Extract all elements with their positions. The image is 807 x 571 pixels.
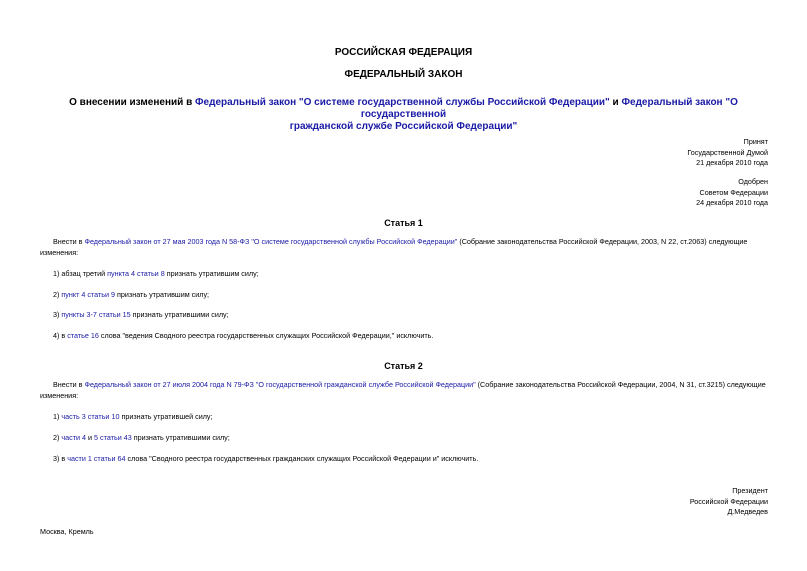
article-1-item-1-link[interactable]: пункта 4 статьи 8 bbox=[107, 269, 165, 278]
item-prefix: 3) bbox=[53, 310, 62, 319]
item-suffix: признать утратившими силу; bbox=[131, 433, 230, 442]
article-2-law-link[interactable]: Федеральный закон от 27 июля 2004 года N 79-ФЗ "О государственной гражданской службе Российской Федерации" bbox=[84, 380, 476, 389]
approved-line-3: 24 декабря 2010 года bbox=[696, 198, 768, 207]
item-suffix: признать утратившим силу; bbox=[115, 290, 210, 299]
article-1-intro-line-2: изменения: bbox=[40, 247, 79, 257]
law-title-prefix: О внесении изменений в bbox=[69, 97, 195, 108]
article-2-heading: Статья 2 bbox=[384, 361, 423, 371]
item-suffix: признать утратившими силу; bbox=[130, 310, 229, 319]
article-1-law-link[interactable]: Федеральный закон от 27 мая 2003 года N 58-ФЗ "О системе государственной службы Российской Федерации" bbox=[84, 237, 458, 246]
item-prefix: 2) bbox=[53, 290, 62, 299]
article-1-item-3 bbox=[53, 310, 768, 321]
item-prefix: 4) в bbox=[53, 331, 68, 340]
law-type-heading: ФЕДЕРАЛЬНЫЙ ЗАКОН bbox=[344, 69, 463, 80]
adopted-line-2: Государственной Думой bbox=[687, 147, 768, 157]
article-1-heading: Статья 1 bbox=[384, 218, 423, 228]
adopted-line-1: Принят bbox=[743, 137, 768, 146]
article-1-item-1 bbox=[53, 269, 768, 280]
law-title-link-1[interactable]: Федеральный закон "О системе государственной службы Российской Федерации" bbox=[195, 97, 610, 108]
item-prefix: 3) в bbox=[53, 454, 68, 463]
article-1-item-4 bbox=[53, 331, 768, 342]
law-title-link-2a[interactable]: Федеральный закон "О государственной bbox=[360, 97, 738, 120]
article-1-item-3-link[interactable]: пункты 3-7 статьи 15 bbox=[61, 310, 131, 319]
article-2-item-3 bbox=[53, 454, 768, 465]
article-2-item-2-link-1[interactable]: части 4 bbox=[61, 433, 87, 442]
article-2-intro-prefix: Внести в bbox=[53, 380, 85, 389]
article-2-item-2-link-2[interactable]: 5 статьи 43 bbox=[94, 433, 132, 442]
article-2-intro-suffix: (Собрание законодательства Российской Федерации, 2004, N 31, ст.3215) следующие bbox=[475, 380, 766, 389]
signature-line-1: Президент bbox=[732, 486, 768, 495]
country-heading: РОССИЙСКАЯ ФЕДЕРАЦИЯ bbox=[334, 47, 473, 58]
place-of-signing: Москва, Кремль bbox=[40, 527, 94, 536]
signature-line-3: Д.Медведев bbox=[727, 507, 768, 516]
article-1-intro-prefix: Внести в bbox=[53, 237, 85, 246]
article-1-item-2-link[interactable]: пункт 4 статьи 9 bbox=[61, 290, 116, 299]
article-1-intro-suffix: (Собрание законодательства Российской Федерации, 2003, N 22, ст.2063) следующие bbox=[457, 237, 748, 246]
article-1-intro bbox=[40, 237, 768, 258]
article-1-item-4-link[interactable]: статье 16 bbox=[67, 331, 99, 340]
item-suffix: слова "Сводного реестра государственных гражданских служащих Российской Федерации и" исключить. bbox=[125, 454, 479, 463]
article-2-item-1-link[interactable]: часть 3 статьи 10 bbox=[61, 412, 120, 421]
article-2-intro bbox=[40, 380, 768, 401]
item-prefix: 1) bbox=[53, 412, 62, 421]
item-prefix: 2) bbox=[53, 433, 62, 442]
law-title-mid: и bbox=[609, 97, 622, 108]
article-2-intro-line-2: изменения: bbox=[40, 390, 79, 400]
law-title bbox=[40, 97, 767, 133]
item-suffix: признать утратившим силу; bbox=[164, 269, 259, 278]
item-prefix: 1) абзац третий bbox=[53, 269, 108, 278]
article-2-item-1 bbox=[53, 412, 768, 423]
item-suffix: слова "ведения Сводного реестра государственных служащих Российской Федерации," исключить. bbox=[98, 331, 434, 340]
adopted-line-3: 21 декабря 2010 года bbox=[696, 158, 768, 167]
law-title-link-2b[interactable]: гражданской службе Российской Федерации" bbox=[289, 121, 518, 132]
item-mid: и bbox=[86, 433, 95, 442]
approved-line-1: Одобрен bbox=[738, 177, 768, 186]
article-2-item-2 bbox=[53, 433, 768, 444]
signature-line-2: Российской Федерации bbox=[689, 496, 768, 506]
approved-line-2: Советом Федерации bbox=[699, 187, 768, 197]
adopted-block bbox=[687, 137, 768, 169]
article-1-item-2 bbox=[53, 290, 768, 301]
approved-block bbox=[696, 177, 768, 209]
item-suffix: признать утратившей силу; bbox=[119, 412, 213, 421]
article-2-item-3-link[interactable]: части 1 статьи 64 bbox=[67, 454, 126, 463]
signature-block bbox=[690, 486, 768, 518]
